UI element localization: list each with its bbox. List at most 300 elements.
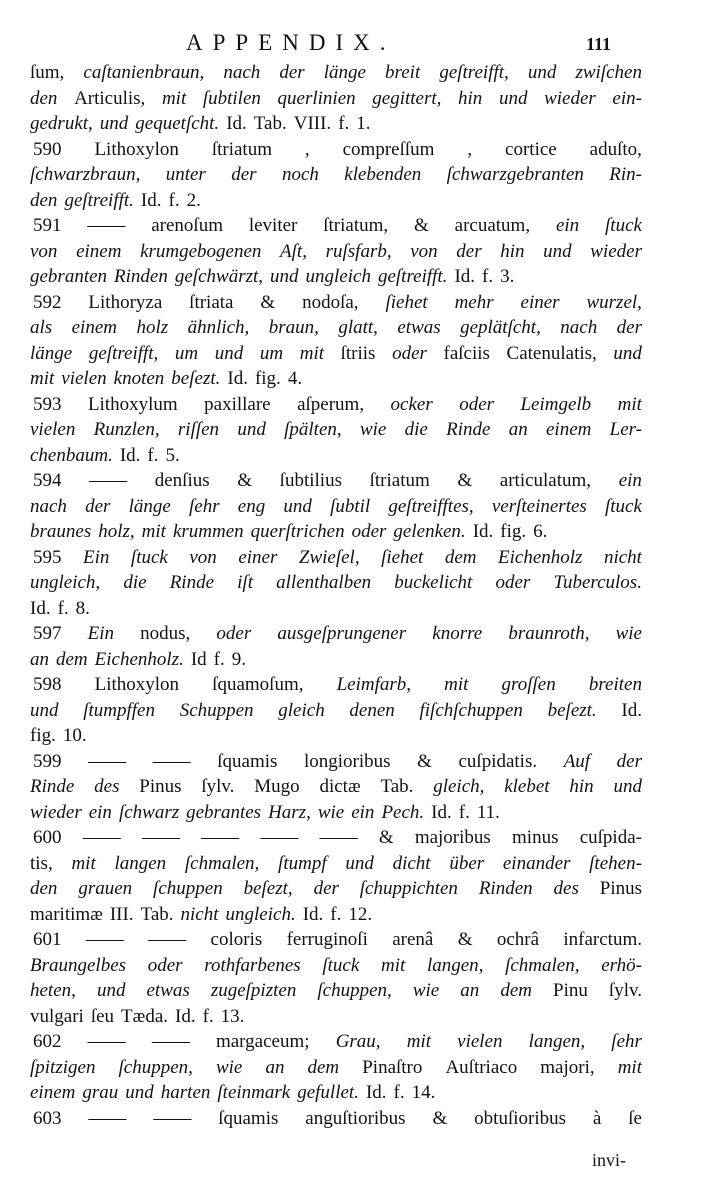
- word: 13.: [220, 1005, 245, 1027]
- word: geſchwärzt,: [174, 266, 264, 287]
- text-line: [30, 341, 642, 367]
- word: ausgeſprungener: [277, 623, 407, 644]
- word: 9.: [231, 648, 246, 670]
- word: 598: [33, 674, 62, 695]
- text-line: [30, 621, 642, 647]
- word: vielen: [30, 419, 76, 440]
- word: und: [30, 699, 59, 721]
- word: Id.: [302, 903, 324, 925]
- word: ——: [88, 750, 127, 772]
- word: Leimgelb: [520, 393, 592, 415]
- word: 592: [33, 291, 62, 313]
- word: Tab.: [253, 113, 287, 134]
- word: von: [30, 240, 58, 262]
- word: nach: [560, 317, 598, 338]
- text-line: [30, 698, 642, 724]
- word: zwiſchen: [575, 62, 642, 83]
- word: 1.: [356, 113, 371, 134]
- text-line: [30, 315, 642, 341]
- text-line: [30, 417, 642, 443]
- word: Zwieſel,: [298, 546, 360, 568]
- word: unter: [165, 164, 206, 185]
- text-line: [30, 927, 642, 953]
- word: an: [460, 980, 480, 1001]
- word: ſteinmark: [217, 1082, 291, 1103]
- word: 603: [33, 1107, 62, 1129]
- word: Leimfarb,: [336, 674, 412, 695]
- word: &: [457, 929, 473, 950]
- word: mit: [617, 393, 642, 415]
- word: ferruginoſi: [286, 929, 368, 950]
- word: verſteinertes: [491, 495, 587, 517]
- word: und: [543, 240, 572, 262]
- word: f.: [330, 903, 342, 925]
- word: Tab.: [140, 903, 174, 925]
- word: dem: [500, 980, 532, 1001]
- word: ſtriatum: [211, 138, 272, 160]
- word: gleich: [278, 699, 325, 721]
- word: ſquamis: [218, 1107, 279, 1129]
- word: klebenden: [344, 164, 422, 185]
- word: beſezt,: [243, 878, 293, 899]
- word: f.: [57, 597, 69, 619]
- word: &: [432, 1107, 448, 1129]
- text-line: [30, 800, 642, 826]
- word: und: [498, 87, 528, 109]
- text-line: [30, 213, 642, 239]
- text-line: [30, 749, 642, 775]
- word: einer: [238, 546, 278, 568]
- word: ſehr: [611, 1031, 642, 1052]
- word: 600: [33, 827, 62, 848]
- word: Rinde: [446, 419, 491, 440]
- word: ſtriis: [340, 342, 376, 364]
- word: langen,: [426, 954, 484, 976]
- word: nicht: [603, 546, 642, 568]
- word: Id.: [119, 444, 141, 466]
- word: Tab.: [380, 776, 414, 797]
- word: &: [378, 827, 394, 848]
- word: Rin-: [609, 164, 642, 185]
- word: querlinien: [277, 87, 356, 109]
- word: etwas: [397, 317, 441, 338]
- word: groſſen: [501, 674, 556, 695]
- word: Mugo: [254, 776, 300, 797]
- word: arenoſum: [151, 215, 223, 236]
- word: &: [417, 750, 432, 772]
- word: um: [174, 342, 199, 364]
- word: caſtanienbraun,: [83, 62, 205, 83]
- word: ein: [555, 215, 580, 236]
- word: geſtreifft.: [377, 266, 448, 287]
- word: knorre: [432, 623, 483, 644]
- word: ——: [82, 827, 121, 848]
- word: wurzel,: [586, 291, 642, 313]
- word: dicht: [392, 852, 431, 874]
- word: &: [414, 215, 429, 236]
- word: ſtuck: [605, 215, 642, 236]
- text-line: [30, 1080, 642, 1106]
- word: ſtriata: [189, 291, 234, 313]
- word: gleich,: [433, 776, 485, 797]
- word: 6.: [533, 521, 548, 542]
- word: oder: [392, 342, 427, 364]
- word: 595: [33, 546, 62, 568]
- word: länge: [30, 342, 73, 364]
- text-line: [30, 570, 642, 596]
- word: longioribus: [303, 750, 391, 772]
- word: Ein: [87, 623, 115, 644]
- word: hin: [458, 87, 483, 109]
- word: 8.: [75, 597, 90, 619]
- word: als: [30, 317, 53, 338]
- word: denen: [349, 699, 395, 721]
- word: tis,: [30, 852, 53, 874]
- running-title: APPENDIX.: [186, 30, 396, 55]
- word: gegittert,: [372, 87, 442, 109]
- word: grauen: [78, 878, 133, 899]
- word: und: [613, 776, 642, 797]
- word: wie: [317, 801, 345, 823]
- word: nodoſa,: [302, 291, 359, 313]
- word: Pech.: [381, 801, 425, 823]
- word: ſquamis: [217, 750, 278, 772]
- word: und: [96, 980, 126, 1001]
- text-line: [30, 1106, 642, 1132]
- word: etwas: [146, 980, 190, 1001]
- word: III.: [109, 903, 134, 925]
- word: f.: [202, 1005, 214, 1027]
- word: ſubtil: [330, 495, 371, 517]
- word: der: [231, 164, 257, 185]
- word: Id.: [175, 1005, 196, 1027]
- word: ——: [201, 827, 240, 848]
- word: cuſpidatis.: [458, 750, 538, 772]
- text-line: [30, 825, 642, 851]
- text-line: [30, 366, 642, 392]
- text-line: [30, 596, 642, 622]
- word: glatt,: [338, 317, 378, 338]
- word: mit: [71, 852, 96, 874]
- word: 11.: [476, 801, 500, 823]
- word: ruſsfarb,: [325, 240, 392, 262]
- word: des: [553, 878, 579, 899]
- word: 593: [33, 393, 62, 415]
- word: oder: [216, 623, 252, 644]
- word: &: [457, 470, 473, 491]
- word: und: [125, 1082, 154, 1103]
- word: von: [410, 240, 438, 262]
- word: 14.: [411, 1082, 436, 1103]
- word: ,: [467, 138, 473, 160]
- word: compreſſum: [342, 138, 435, 160]
- word: ſehr: [189, 495, 220, 517]
- word: erhö-: [601, 954, 642, 976]
- word: margaceum;: [215, 1031, 310, 1052]
- word: Pinu: [553, 980, 588, 1001]
- word: wieder: [30, 801, 82, 823]
- word: Id.: [472, 521, 494, 542]
- word: ——: [85, 929, 124, 950]
- word: Articulis,: [74, 87, 146, 109]
- word: ——: [148, 929, 187, 950]
- word: langen,: [528, 1031, 586, 1052]
- word: holz: [136, 317, 169, 338]
- word: ſubtilen: [202, 87, 261, 109]
- word: aſperum,: [297, 393, 365, 415]
- text-line: [30, 647, 642, 673]
- word: krumgebogenen: [140, 240, 262, 262]
- word: Id.: [365, 1082, 387, 1103]
- word: wie: [615, 623, 642, 644]
- word: über: [449, 852, 485, 874]
- word: ——: [152, 750, 191, 772]
- word: mit: [444, 674, 469, 695]
- word: und: [345, 852, 374, 874]
- word: den: [30, 878, 58, 899]
- word: und: [214, 342, 244, 364]
- word: ——: [89, 470, 128, 491]
- word: Catenulatis,: [506, 342, 597, 364]
- word: ein-: [612, 87, 642, 109]
- text-line: [30, 1029, 642, 1055]
- word: gefullet.: [297, 1082, 359, 1103]
- word: ein: [351, 801, 375, 823]
- text-line: [30, 876, 642, 902]
- word: cuſpida-: [579, 827, 642, 848]
- word: die: [123, 572, 147, 593]
- word: Harz,: [268, 801, 311, 823]
- word: nach: [30, 495, 67, 517]
- word: den: [30, 189, 58, 211]
- word: Runzlen,: [93, 419, 160, 440]
- word: mehr: [454, 291, 494, 313]
- word: Lithoxylon: [94, 138, 179, 160]
- word: Eichenholz: [498, 546, 583, 568]
- catchword: invi-: [592, 1150, 626, 1170]
- word: oder: [495, 572, 531, 593]
- word: an: [265, 1056, 285, 1078]
- word: nach: [223, 62, 261, 83]
- word: Rinde: [30, 776, 75, 797]
- text-line: [30, 60, 642, 86]
- word: minus: [512, 827, 559, 848]
- word: der: [456, 240, 482, 262]
- word: oder: [459, 393, 495, 415]
- word: f.: [147, 444, 159, 466]
- text-line: [30, 672, 642, 698]
- word: rothfarbenes: [204, 954, 301, 976]
- word: Id: [190, 648, 207, 670]
- word: mit: [406, 1031, 431, 1052]
- word: leviter: [248, 215, 298, 236]
- word: f.: [458, 801, 470, 823]
- word: geſtreifft,: [88, 342, 159, 364]
- text-line: [30, 723, 642, 749]
- body-text: [30, 60, 642, 1131]
- word: knoten: [113, 368, 165, 389]
- word: ——: [319, 827, 358, 848]
- word: geplätſcht,: [460, 317, 541, 338]
- word: der: [313, 878, 339, 899]
- word: f.: [213, 648, 225, 670]
- word: ſchuppichten: [359, 878, 458, 899]
- word: wie: [215, 1056, 243, 1078]
- word: die: [404, 419, 428, 440]
- text-line: [30, 468, 642, 494]
- word: ——: [87, 215, 126, 236]
- word: eng: [237, 495, 266, 517]
- word: ſchuppen: [153, 878, 223, 899]
- word: Id.: [227, 368, 248, 389]
- word: und: [527, 62, 557, 83]
- word: gebranten: [30, 266, 108, 287]
- word: Aſt,: [280, 240, 307, 262]
- word: harten: [160, 1082, 211, 1103]
- word: holz,: [98, 521, 135, 542]
- word: riſſen: [177, 419, 220, 440]
- word: Auſtriaco: [445, 1056, 518, 1078]
- word: fiſchſchuppen: [419, 699, 523, 721]
- word: 2.: [186, 189, 201, 211]
- word: mit: [161, 87, 187, 109]
- word: Pinaſtro: [362, 1056, 423, 1078]
- word: Pinus: [599, 878, 642, 899]
- word: maritimæ: [30, 903, 103, 925]
- word: Tæda.: [121, 1005, 169, 1027]
- word: der: [616, 317, 642, 338]
- word: krummen: [172, 521, 244, 542]
- text-line: [30, 137, 642, 163]
- word: ſeu: [90, 1005, 115, 1027]
- word: ſubtilius: [279, 470, 342, 491]
- word: braun,: [268, 317, 319, 338]
- word: dem: [444, 546, 477, 568]
- text-line: [30, 978, 642, 1004]
- word: geſtreifft,: [439, 62, 509, 83]
- word: Lithoxylum: [87, 393, 178, 415]
- word: an: [508, 419, 528, 440]
- word: ungleich,: [30, 572, 101, 593]
- word: länge: [128, 495, 171, 517]
- word: des: [94, 776, 120, 797]
- word: oder: [351, 521, 387, 542]
- word: ,: [304, 138, 310, 160]
- word: querſtrichen: [250, 521, 345, 542]
- word: ——: [88, 1107, 127, 1129]
- text-line: [30, 519, 642, 545]
- word: ſtumpffen: [83, 699, 155, 721]
- word: geſtreifft.: [64, 189, 134, 211]
- word: ocker: [390, 393, 433, 415]
- word: der: [85, 495, 111, 517]
- word: 599: [33, 750, 62, 772]
- word: arcuatum,: [454, 215, 531, 236]
- word: majori,: [540, 1056, 595, 1078]
- text-line: [30, 188, 642, 214]
- word: nodus,: [140, 623, 191, 644]
- word: ſchwarzgebranten: [446, 164, 584, 185]
- word: Id.: [454, 266, 476, 287]
- text-line: [30, 774, 642, 800]
- text-line: [30, 443, 642, 469]
- word: Auf: [563, 750, 591, 772]
- word: vulgari: [30, 1005, 84, 1027]
- word: articulatum,: [499, 470, 592, 491]
- text-line: [30, 494, 642, 520]
- word: &: [237, 470, 253, 491]
- word: gelenken.: [393, 521, 466, 542]
- word: ähnlich,: [187, 317, 250, 338]
- word: Lithoryza: [88, 291, 163, 313]
- word: ein: [88, 801, 112, 823]
- word: grau: [82, 1082, 119, 1103]
- word: Rinden: [478, 878, 533, 899]
- word: der: [279, 62, 305, 83]
- text-line: [30, 111, 642, 137]
- word: den: [30, 87, 58, 109]
- word: ſchuppen,: [317, 980, 392, 1001]
- word: klebet: [504, 776, 550, 797]
- word: ſylv.: [608, 980, 642, 1001]
- text-line: [30, 264, 642, 290]
- word: mit: [617, 1056, 642, 1078]
- text-line: [30, 290, 642, 316]
- word: coloris: [210, 929, 263, 950]
- word: VIII.: [293, 113, 332, 134]
- word: gedrukt,: [30, 113, 93, 134]
- word: ſtuck: [130, 546, 168, 568]
- word: Schuppen: [179, 699, 254, 721]
- word: aduſto,: [589, 138, 642, 160]
- word: ſpitzigen: [30, 1056, 96, 1078]
- word: Rinden: [114, 266, 168, 287]
- word: ſchwarzbraun,: [30, 164, 141, 185]
- word: Lithoxylon: [94, 674, 180, 695]
- page-number: 111: [586, 34, 612, 54]
- word: ſum,: [30, 62, 65, 83]
- word: und: [237, 419, 266, 440]
- word: ——: [153, 1107, 192, 1129]
- word: Id.: [621, 699, 642, 721]
- word: gequetſcht.: [135, 113, 220, 134]
- word: beſezt.: [547, 699, 597, 721]
- word: ——: [141, 827, 180, 848]
- word: dem: [56, 648, 88, 670]
- word: heten,: [30, 980, 76, 1001]
- word: f.: [338, 113, 350, 134]
- word: vielen: [61, 368, 107, 389]
- word: ſtriatum,: [323, 215, 389, 236]
- word: paxillare: [204, 393, 271, 415]
- word: hin: [500, 240, 525, 262]
- word: 10.: [62, 725, 87, 746]
- text-line: [30, 239, 642, 265]
- text-line: [30, 86, 642, 112]
- word: ſiehet: [381, 546, 424, 568]
- word: à: [592, 1107, 602, 1129]
- word: Eichenholz.: [94, 648, 184, 670]
- word: majoribus: [414, 827, 491, 848]
- word: Grau,: [335, 1031, 381, 1052]
- word: ſtuck: [604, 495, 642, 517]
- word: ſylv.: [201, 776, 235, 797]
- word: 597: [33, 623, 62, 644]
- word: von: [189, 546, 217, 568]
- word: ſquamoſum,: [212, 674, 304, 695]
- word: Ein: [83, 546, 110, 568]
- word: 12.: [348, 903, 373, 925]
